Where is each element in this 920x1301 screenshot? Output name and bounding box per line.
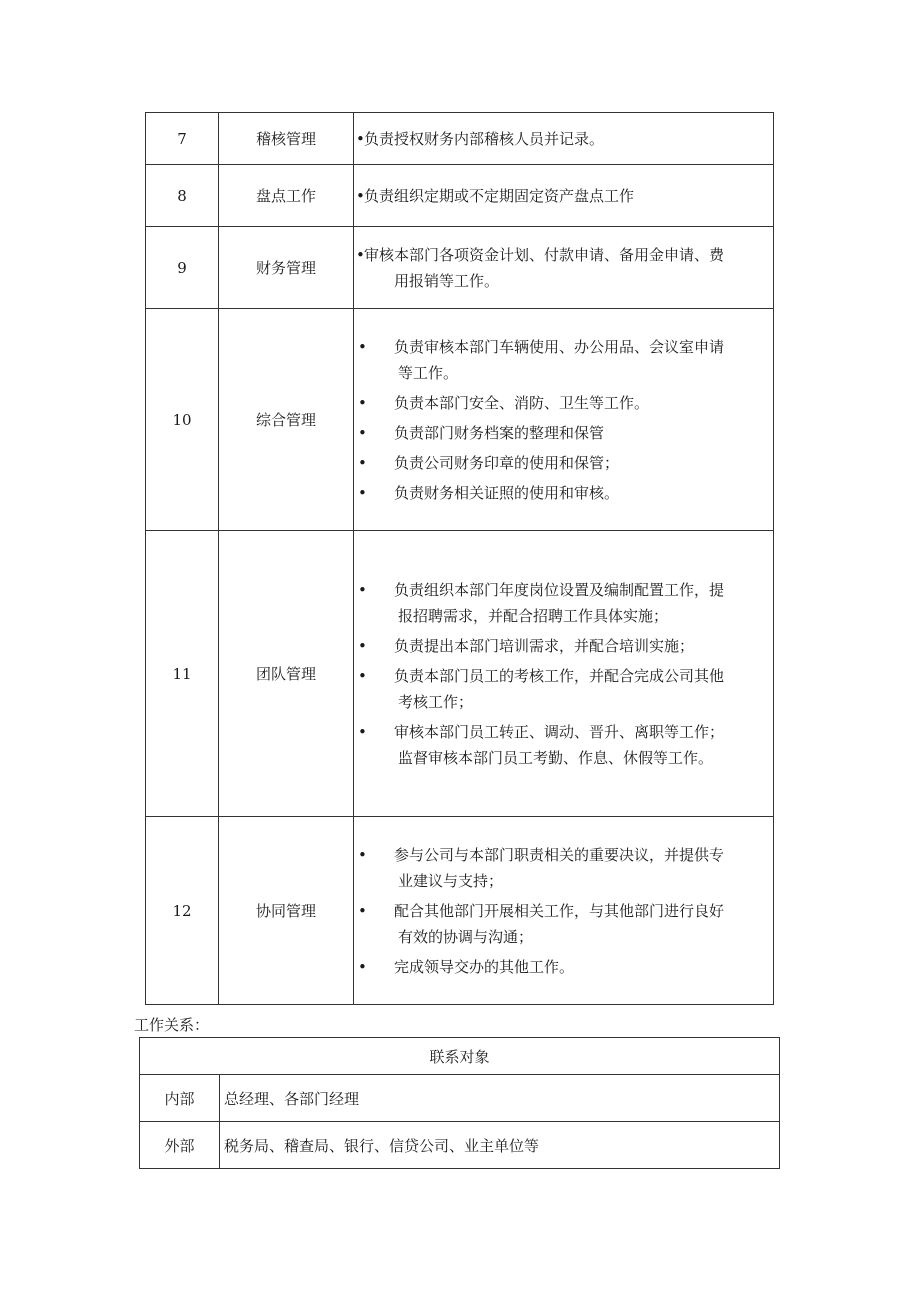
relations-row-external — [140, 1122, 780, 1169]
duty-item-line: 负责本部门安全、消防、卫生等工作。 — [394, 393, 650, 412]
duty-item-line: 考核工作； — [398, 692, 474, 711]
duty-item — [356, 334, 769, 386]
duty-category: 综合管理 — [219, 309, 354, 531]
relations-header-row — [140, 1038, 780, 1075]
duty-item-line: 审核本部门各项资金计划、付款申请、备用金申请、费 — [364, 245, 725, 264]
relation-type: 内部 — [140, 1075, 220, 1122]
duty-row — [146, 817, 774, 1005]
duty-item-line: 审核本部门员工转正、调动、晋升、离职等工作； — [394, 722, 725, 741]
bullet-icon: • — [358, 636, 367, 655]
duty-item-line: 配合其他部门开展相关工作，与其他部门进行良好 — [394, 901, 725, 920]
bullet-icon: • — [358, 722, 367, 741]
duty-item-line: 负责审核本部门车辆使用、办公用品、会议室申请 — [394, 337, 725, 356]
duty-item-line: 监督审核本部门员工考勤、作息、休假等工作。 — [398, 748, 714, 767]
bullet-icon: • — [358, 845, 367, 864]
duty-row — [146, 309, 774, 531]
duty-item-line: 负责财务相关证照的使用和审核。 — [394, 483, 620, 502]
duty-item — [356, 842, 769, 894]
bullet-icon: • — [358, 453, 367, 472]
bullet-icon: • — [358, 337, 367, 356]
relation-targets: 税务局、稽查局、银行、信贷公司、业主单位等 — [220, 1122, 780, 1169]
bullet-icon: • — [358, 901, 367, 920]
duty-item — [356, 450, 769, 476]
duty-item-line: 有效的协调与沟通； — [398, 927, 534, 946]
duty-item — [356, 577, 769, 629]
bullet-icon: • — [358, 580, 367, 599]
duty-item-line: 等工作。 — [398, 363, 459, 382]
bullet-icon: • — [356, 129, 365, 148]
duty-category: 团队管理 — [219, 531, 354, 817]
duty-item-line: 负责组织定期或不定期固定资产盘点工作 — [364, 186, 635, 205]
bullet-icon: • — [358, 483, 367, 502]
duty-description — [354, 165, 774, 227]
work-relations-label: 工作关系： — [134, 1016, 210, 1034]
relations-row-internal — [140, 1075, 780, 1122]
duty-number: 8 — [146, 165, 219, 227]
bullet-icon: • — [356, 186, 365, 205]
duty-item-line: 业建议与支持； — [398, 871, 504, 890]
duty-item — [356, 663, 769, 715]
duty-category: 协同管理 — [219, 817, 354, 1005]
duty-row — [146, 113, 774, 165]
bullet-icon: • — [358, 423, 367, 442]
duty-description — [354, 817, 774, 1005]
duty-description — [354, 113, 774, 165]
duty-row — [146, 531, 774, 817]
bullet-icon: • — [358, 957, 367, 976]
duty-item-line: 参与公司与本部门职责相关的重要决议，并提供专 — [394, 845, 725, 864]
duty-item-line: 负责授权财务内部稽核人员并记录。 — [364, 129, 605, 148]
duty-row — [146, 227, 774, 309]
duty-number: 9 — [146, 227, 219, 309]
duty-item — [356, 633, 769, 659]
duty-item — [356, 420, 769, 446]
duty-item — [356, 242, 769, 294]
bullet-icon: • — [358, 666, 367, 685]
duty-item-line: 负责本部门员工的考核工作，并配合完成公司其他 — [394, 666, 725, 685]
relations-header: 联系对象 — [140, 1038, 780, 1075]
duty-item-line: 负责组织本部门年度岗位设置及编制配置工作，提 — [394, 580, 725, 599]
duty-category: 盘点工作 — [219, 165, 354, 227]
duty-item-line: 完成领导交办的其他工作。 — [394, 957, 575, 976]
duty-description — [354, 309, 774, 531]
duty-item-line: 负责部门财务档案的整理和保管 — [394, 423, 605, 442]
duty-item — [356, 480, 769, 506]
duty-item-line: 负责公司财务印章的使用和保管； — [394, 453, 620, 472]
duty-item — [356, 954, 769, 980]
duty-description — [354, 531, 774, 817]
duty-number: 12 — [146, 817, 219, 1005]
bullet-icon: • — [356, 245, 365, 264]
duty-category: 稽核管理 — [219, 113, 354, 165]
duty-item-line: 用报销等工作。 — [394, 271, 500, 290]
duty-item-line: 报招聘需求，并配合招聘工作具体实施； — [398, 606, 669, 625]
duty-item — [356, 183, 769, 209]
work-relations-table — [139, 1037, 780, 1169]
duty-category: 财务管理 — [219, 227, 354, 309]
duty-number: 7 — [146, 113, 219, 165]
duty-row — [146, 165, 774, 227]
duty-item — [356, 898, 769, 950]
duty-number: 10 — [146, 309, 219, 531]
bullet-icon: • — [358, 393, 367, 412]
relation-type: 外部 — [140, 1122, 220, 1169]
duty-item-line: 负责提出本部门培训需求，并配合培训实施； — [394, 636, 695, 655]
duty-number: 11 — [146, 531, 219, 817]
duty-item — [356, 719, 769, 771]
duty-description — [354, 227, 774, 309]
duties-table — [145, 112, 774, 1005]
relation-targets: 总经理、各部门经理 — [220, 1075, 780, 1122]
duty-item — [356, 126, 769, 152]
duty-item — [356, 390, 769, 416]
